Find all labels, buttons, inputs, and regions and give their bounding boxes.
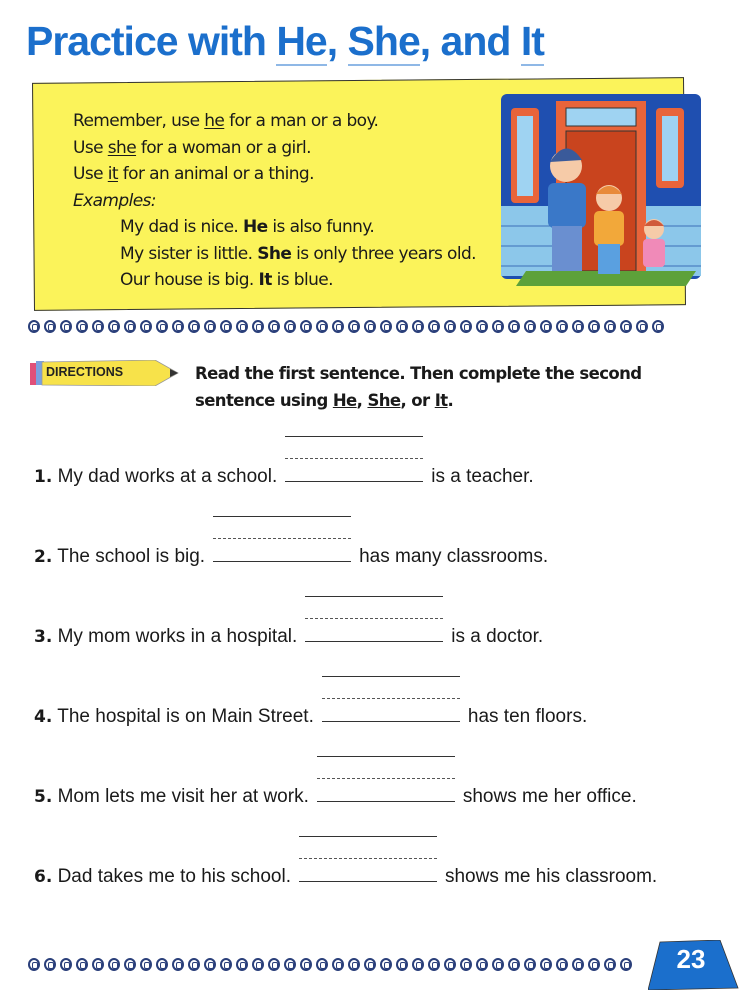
question-4 [34, 706, 587, 728]
answer-blank[interactable] [322, 720, 460, 722]
ring-dot [508, 958, 520, 971]
ring-dot [476, 320, 488, 333]
ring-dot [508, 320, 520, 333]
question-sentence: The hospital is on Main Street. [57, 706, 314, 727]
text: for a woman or a girl. [136, 137, 311, 158]
pronoun: she [107, 137, 137, 158]
ring-dot [172, 958, 184, 971]
ring-dot [572, 320, 584, 333]
ring-dot [76, 958, 88, 971]
ring-dot [620, 958, 632, 971]
ring-dot [204, 958, 216, 971]
directions-line: Read the first sentence. Then complete the second [195, 364, 642, 383]
question-5 [34, 786, 637, 808]
ring-dot [364, 320, 376, 333]
ring-dot [460, 320, 472, 333]
ring-dot [332, 320, 344, 333]
question-continuation: has many classrooms. [359, 546, 549, 567]
ring-dot [140, 958, 152, 971]
question-number: 2. [34, 547, 53, 567]
ring-dot [44, 958, 56, 971]
pronoun: She [367, 391, 401, 410]
text: for an animal or a thing. [117, 164, 314, 184]
ring-dot [524, 958, 536, 971]
question-continuation: is a doctor. [451, 626, 544, 647]
text: Examples: [73, 190, 156, 211]
text: , or [400, 391, 435, 410]
page-title [26, 18, 544, 65]
ring-dot [28, 320, 40, 333]
ring-dot [444, 320, 456, 333]
ring-dot [140, 320, 152, 333]
ring-dot [92, 320, 104, 333]
question-1 [34, 466, 534, 488]
ring-dot [220, 958, 232, 971]
decorative-ring-border-bottom [28, 958, 632, 974]
question-number: 5. [34, 787, 53, 807]
ring-dot [316, 958, 328, 971]
ring-dot [300, 958, 312, 971]
ring-dot [604, 958, 616, 971]
ring-dot [556, 320, 568, 333]
ring-dot [348, 958, 360, 971]
ring-dot [252, 958, 264, 971]
ring-dot [428, 320, 440, 333]
ring-dot [236, 958, 248, 971]
title-it: It [520, 18, 544, 64]
question-sentence: My mom works in a hospital. [57, 626, 298, 647]
answer-blank[interactable] [317, 800, 455, 802]
ring-dot [316, 320, 328, 333]
text: Use [73, 137, 108, 158]
text: , [356, 391, 368, 410]
text: . [447, 391, 454, 410]
text: sentence using [195, 391, 333, 410]
ring-dot [524, 320, 536, 333]
rule-line [73, 135, 476, 162]
question-number: 4. [34, 707, 53, 727]
ring-dot [540, 958, 552, 971]
ring-dot [556, 958, 568, 971]
text: My sister is little. [120, 243, 258, 264]
ring-dot [268, 320, 280, 333]
directions-line [195, 387, 641, 414]
ring-dot [364, 958, 376, 971]
ring-dot [636, 320, 648, 333]
ring-dot [396, 958, 408, 971]
ring-dot [300, 320, 312, 333]
ring-dot [188, 320, 200, 333]
ring-dot [156, 958, 168, 971]
pronoun: She [257, 243, 292, 264]
question-6 [34, 866, 657, 888]
ring-dot [540, 320, 552, 333]
ring-dot [412, 320, 424, 333]
ring-dot [588, 320, 600, 333]
ring-dot [444, 958, 456, 971]
ring-dot [604, 320, 616, 333]
ring-dot [172, 320, 184, 333]
ring-dot [124, 320, 136, 333]
ring-dot [124, 958, 136, 971]
pronoun: It [258, 270, 272, 290]
answer-blank[interactable] [299, 880, 437, 882]
example-line [73, 267, 476, 294]
text: for a man or a boy. [224, 111, 379, 131]
rule-line [73, 161, 476, 188]
ring-dot [412, 958, 424, 971]
ring-dot [156, 320, 168, 333]
question-number: 3. [34, 627, 53, 647]
answer-blank[interactable] [285, 480, 423, 482]
title-text: Practice with [26, 18, 277, 64]
answer-blank[interactable] [213, 560, 351, 562]
ring-dot [220, 320, 232, 333]
text: Our house is big. [120, 270, 259, 290]
ring-dot [588, 958, 600, 971]
ring-dot [284, 958, 296, 971]
text: Use [73, 164, 108, 184]
ring-dot [396, 320, 408, 333]
pronoun: He [332, 391, 357, 410]
question-2 [34, 546, 548, 568]
title-sep: , and [419, 18, 521, 64]
ring-dot [428, 958, 440, 971]
question-continuation: is a teacher. [431, 466, 534, 487]
ring-dot [60, 958, 72, 971]
ring-dot [252, 320, 264, 333]
title-she: She [347, 18, 420, 64]
ring-dot [108, 320, 120, 333]
family-house-illustration [486, 86, 704, 301]
question-sentence: The school is big. [57, 546, 206, 567]
ring-dot [492, 320, 504, 333]
ring-dot [476, 958, 488, 971]
question-number: 1. [34, 467, 53, 487]
pronoun: It [434, 391, 448, 410]
ring-dot [236, 320, 248, 333]
question-3 [34, 626, 543, 648]
answer-blank[interactable] [305, 640, 443, 642]
text: My dad is nice. [120, 217, 244, 237]
question-continuation: shows me his classroom. [444, 866, 658, 887]
pronoun: he [204, 111, 225, 131]
ring-dot [188, 958, 200, 971]
ring-dot [284, 320, 296, 333]
example-line [73, 241, 476, 268]
rule-line [73, 108, 476, 135]
pronoun: He [243, 217, 268, 237]
text: is also funny. [267, 217, 375, 237]
ring-dot [492, 958, 504, 971]
text: Remember, use [73, 111, 205, 131]
ring-dot [108, 958, 120, 971]
text: is blue. [271, 270, 333, 290]
ring-dot [380, 320, 392, 333]
decorative-ring-border-top [28, 320, 664, 336]
ring-dot [28, 958, 40, 971]
ring-dot [204, 320, 216, 333]
question-sentence: Mom lets me visit her at work. [57, 786, 309, 807]
rule-text [73, 108, 476, 294]
ring-dot [332, 958, 344, 971]
ring-dot [44, 320, 56, 333]
directions-label: DIRECTIONS [46, 365, 124, 379]
title-sep: , [326, 18, 348, 64]
ring-dot [652, 320, 664, 333]
question-continuation: shows me her office. [462, 786, 637, 807]
pronoun: it [107, 164, 118, 184]
ring-dot [620, 320, 632, 333]
question-sentence: Dad takes me to his school. [57, 866, 291, 887]
example-line [73, 214, 476, 241]
page-number: 23 [676, 944, 706, 974]
directions-text [195, 360, 641, 414]
question-number: 6. [34, 867, 53, 887]
examples-label [73, 188, 476, 215]
ring-dot [268, 958, 280, 971]
question-sentence: My dad works at a school. [57, 466, 278, 487]
ring-dot [460, 958, 472, 971]
ring-dot [76, 320, 88, 333]
ring-dot [348, 320, 360, 333]
title-he: He [276, 18, 327, 64]
text: is only three years old. [291, 243, 476, 264]
ring-dot [92, 958, 104, 971]
question-continuation: has ten floors. [467, 706, 588, 727]
ring-dot [572, 958, 584, 971]
ring-dot [380, 958, 392, 971]
ring-dot [60, 320, 72, 333]
